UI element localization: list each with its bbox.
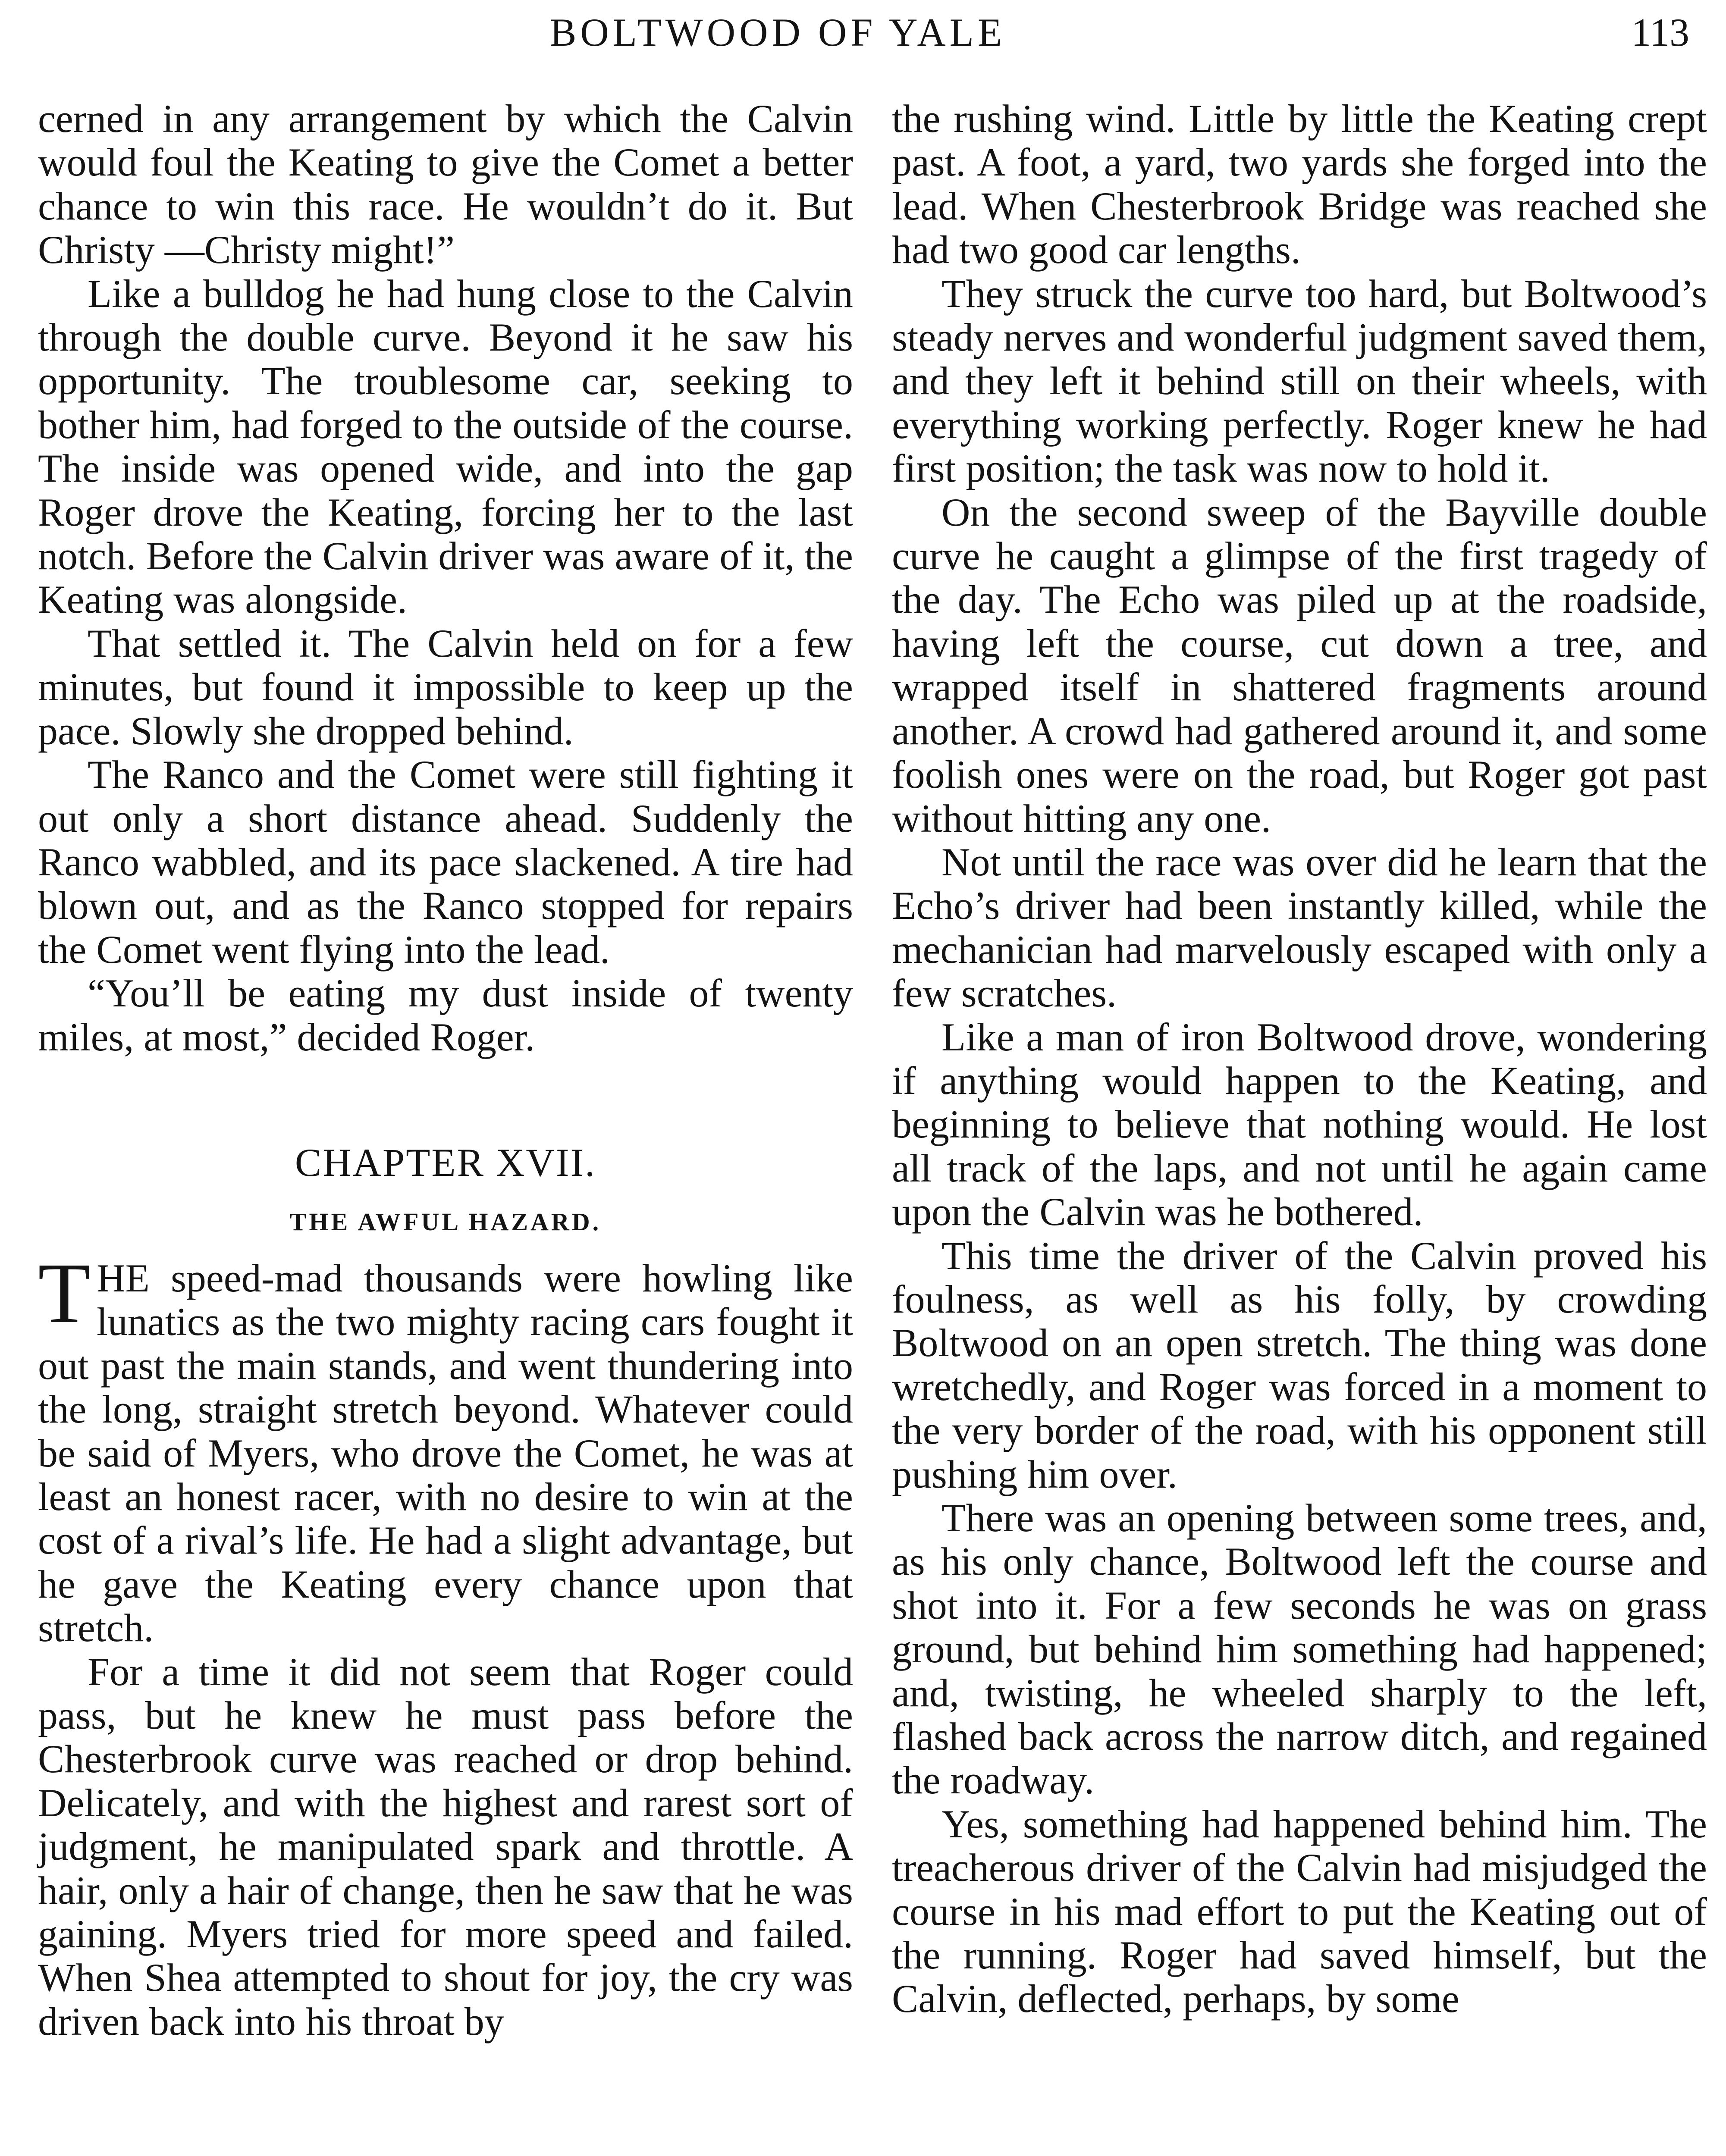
- chapter-subtitle: THE AWFUL HAZARD.: [289, 1207, 602, 1236]
- paragraph: cerned in any arrangement by which the Calvin would foul the Keating to give the Comet a better chance to win this race. He wouldn’t do it. But Christy —Christy might!”: [38, 97, 853, 272]
- paragraph: “You’ll be eating my dust inside of twenty miles, at most,” decided Roger.: [38, 971, 853, 1059]
- paragraph: Like a man of iron Boltwood drove, wondering if anything would happen to the Keating, and beginning to believe that nothing would. He lost all track of the laps, and not until he again came upon the Calvin was he bothered.: [892, 1015, 1707, 1234]
- paragraph: That settled it. The Calvin held on for a few minutes, but found it impossible to keep up the pace. Slowly she dropped behind.: [38, 621, 853, 753]
- opening-paragraph: [38, 1245, 853, 1650]
- paragraph: This time the driver of the Calvin proved his foulness, as well as his folly, by crowding Boltwood on an open stretch. The thing was done wretchedly, and Roger was forced in a moment to the very border of the road, with his opponent still pushing him over.: [892, 1233, 1707, 1496]
- paragraph: Yes, something had happened behind him. The treacherous driver of the Calvin had misjudged the course in his mad effort to put the Keating out of the running. Roger had saved himself, but the Calvin, deflected, perhaps, by some: [892, 1802, 1707, 2021]
- running-title: BOLTWOOD OF YALE: [550, 10, 1006, 54]
- paragraph: Like a bulldog he had hung close to the Calvin through the double curve. Beyond it he saw his opportunity. The troublesome car, seeking to bother him, had forged to the outside of the course. The inside was opened wide, and into the gap Roger drove the Keating, forcing her to the last notch. Before the Calvin driver was aware of it, the Keating was alongside.: [38, 271, 853, 622]
- chapter-title: CHAPTER XVII.: [295, 1140, 596, 1185]
- left-column: [38, 97, 853, 2043]
- page-number: 113: [1631, 10, 1689, 54]
- paragraph: For a time it did not seem that Roger could pass, but he knew he must pass before the Chesterbrook curve was reached or drop behind. Delicately, and with the highest and rarest sort of judgment, he manipulated spark and throttle. A hair, only a hair of change, then he saw that he was gaining. Myers tried for more speed and failed. When Shea attempted to shout for joy, the cry was driven back into his throat by: [38, 1649, 853, 2043]
- paragraph: On the second sweep of the Bayville double curve he caught a glimpse of the first tragedy of the day. The Echo was piled up at the roadside, having left the course, cut down a tree, and wrapped itself in shattered fragments around another. A crowd had gathered around it, and some foolish ones were on the road, but Roger got past without hitting any one.: [892, 490, 1707, 840]
- paragraph: There was an opening between some trees, and, as his only chance, Boltwood left the course and shot into it. For a few seconds he was on grass ground, but behind him something had happened; and, twisting, he wheeled sharply to the left, flashed back across the narrow ditch, and regained the roadway.: [892, 1496, 1707, 1802]
- opening-text: HE speed-mad thousands were howling like lunatics as the two mighty racing cars fought it out past the main stands, and went thundering into the long, straight stretch beyond. Whatever could be said of Myers, who drove the Comet, he was at least an honest racer, with no desire to win at the cost of a rival’s life. He had a slight advantage, but he gave the Keating every chance upon that stretch.: [38, 1256, 853, 1650]
- drop-cap: T: [38, 1245, 91, 1341]
- right-column: [892, 97, 1707, 2021]
- chapter-heading: [38, 1137, 853, 1239]
- paragraph: They struck the curve too hard, but Boltwood’s steady nerves and wonderful judgment saved them, and they left it behind still on their wheels, with everything working perfectly. Roger knew he had first position; the task was now to hold it.: [892, 271, 1707, 491]
- paragraph: the rushing wind. Little by little the Keating crept past. A foot, a yard, two yards she forged into the lead. When Chesterbrook Bridge was reached she had two good car lengths.: [892, 97, 1707, 272]
- paragraph: The Ranco and the Comet were still fighting it out only a short distance ahead. Suddenly the Ranco wabbled, and its pace slackened. A tire had blown out, and as the Ranco stopped for repairs the Comet went flying into the lead.: [38, 752, 853, 971]
- page-header: [0, 9, 1726, 57]
- paragraph: Not until the race was over did he learn that the Echo’s driver had been instantly killed, while the mechanician had marvelously escaped with only a few scratches.: [892, 840, 1707, 1015]
